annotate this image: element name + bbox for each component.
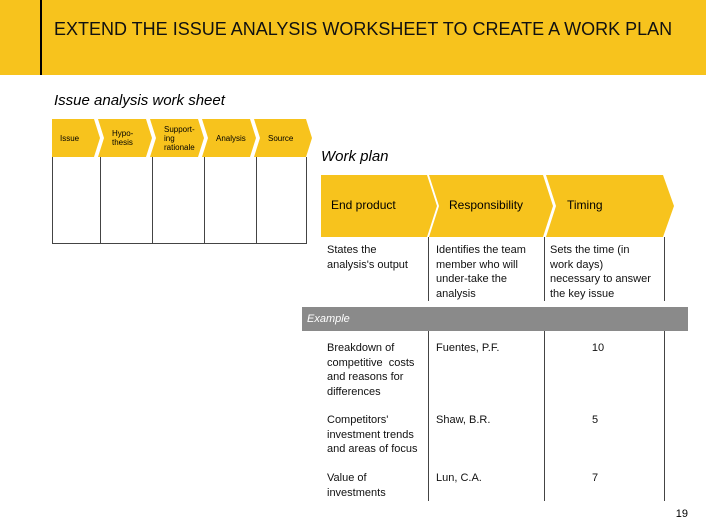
example-label: Example xyxy=(307,313,350,325)
worksheet-col-rationale: Support- ing rationale xyxy=(164,124,195,152)
work-plan-divider xyxy=(664,331,665,501)
example-end-product: Value of investments xyxy=(327,472,386,499)
work-plan-header-end-product: End product xyxy=(331,198,396,212)
work-plan-desc-end-product: States the analysis's output xyxy=(327,244,408,271)
work-plan-desc-responsibility: Identifies the team member who will under-take the analysis xyxy=(436,244,526,300)
worksheet-cell-rationale xyxy=(152,157,204,244)
worksheet-col-analysis: Analysis xyxy=(216,133,246,143)
work-plan-divider xyxy=(544,331,545,501)
example-timing: 10 xyxy=(591,342,605,354)
page-number: 19 xyxy=(675,508,688,520)
example-bar xyxy=(302,307,688,331)
work-plan-arrow-timing xyxy=(546,175,674,237)
header-divider xyxy=(40,0,42,75)
work-plan-desc-timing: Sets the time (in work days) necessary to answer the key issue xyxy=(550,244,651,300)
worksheet-grid-edge xyxy=(306,157,307,244)
example-end-product: Breakdown of competitive costs and reasons for differences xyxy=(327,342,415,398)
worksheet-col-hypothesis: Hypo- thesis xyxy=(112,129,134,147)
work-plan-divider xyxy=(664,237,665,301)
example-timing: 7 xyxy=(591,472,599,484)
work-plan-divider xyxy=(544,237,545,301)
work-plan-header-timing: Timing xyxy=(567,198,603,212)
example-responsibility: Lun, C.A. xyxy=(436,472,482,484)
example-end-product: Competitors' investment trends and areas of focus xyxy=(327,414,418,455)
example-responsibility: Fuentes, P.F. xyxy=(436,342,500,354)
work-plan-divider xyxy=(428,237,429,301)
worksheet-title: Issue analysis work sheet xyxy=(54,92,225,109)
page-title: EXTEND THE ISSUE ANALYSIS WORKSHEET TO CREATE A WORK PLAN xyxy=(54,19,673,39)
worksheet-col-issue: Issue xyxy=(60,133,80,143)
worksheet-cell-source xyxy=(256,157,307,244)
example-timing: 5 xyxy=(591,414,599,426)
worksheet-cell-analysis xyxy=(204,157,256,244)
work-plan-header-responsibility: Responsibility xyxy=(449,198,524,212)
worksheet-cell-issue xyxy=(52,157,100,244)
work-plan-title: Work plan xyxy=(321,148,389,165)
worksheet-col-source: Source xyxy=(268,133,294,143)
example-responsibility: Shaw, B.R. xyxy=(436,414,491,426)
work-plan-divider xyxy=(428,331,429,501)
worksheet-cell-hypothesis xyxy=(100,157,152,244)
